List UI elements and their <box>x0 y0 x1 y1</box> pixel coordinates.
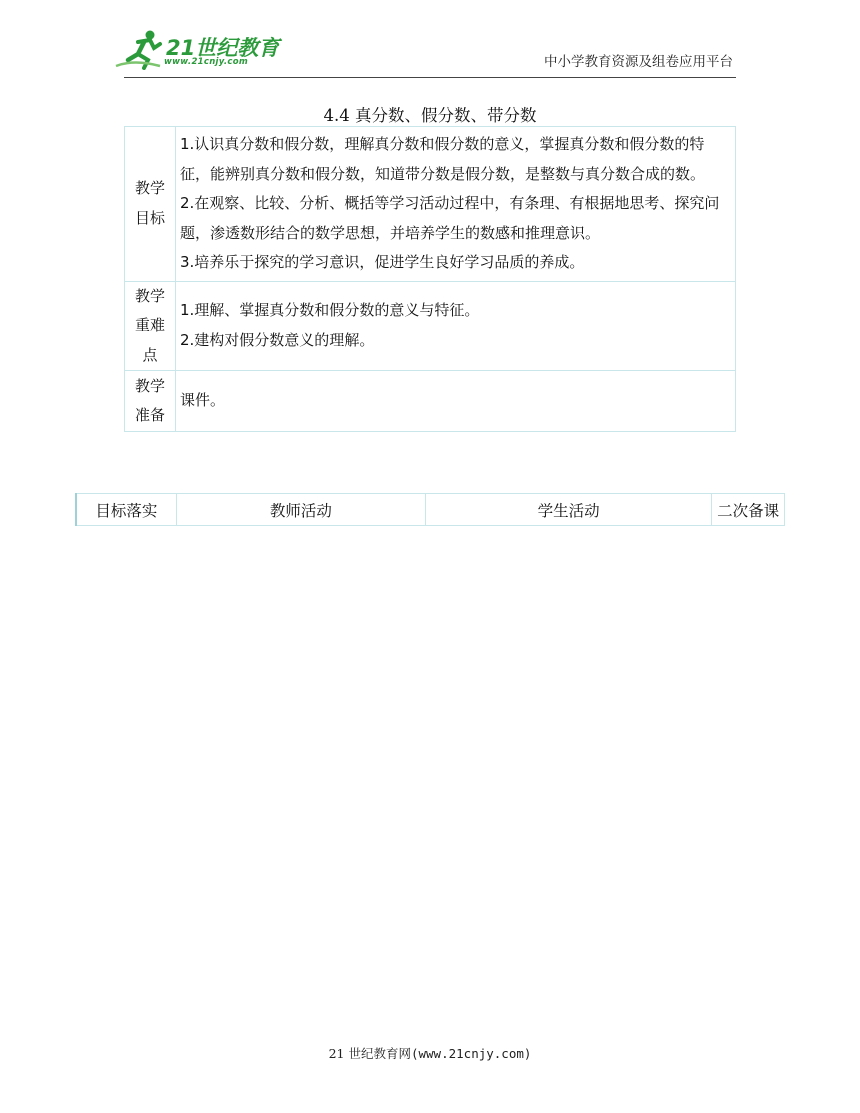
logo-url: www.21cnjy.com <box>164 57 248 67</box>
key-point-item: 1.理解、掌握真分数和假分数的意义与特征。 <box>180 301 480 320</box>
lesson-plan-table <box>75 493 785 526</box>
goals-label: 教学 目标 <box>125 127 176 282</box>
col-second-prep: 二次备课 <box>712 494 785 526</box>
key-points-label: 教学 重难 点 <box>125 281 176 371</box>
prep-row <box>125 371 736 432</box>
key-point-item: 2.建构对假分数意义的理解。 <box>180 330 375 349</box>
page-footer <box>0 1044 860 1062</box>
goals-content <box>176 127 736 282</box>
prep-item: 课件。 <box>180 391 226 410</box>
platform-tagline: 中小学教育资源及组卷应用平台 <box>544 54 733 70</box>
key-points-row <box>125 281 736 371</box>
goal-item: 3.培养乐于探究的学习意识，促进学生良好学习品质的养成。 <box>180 253 585 271</box>
plan-header-row <box>76 494 785 526</box>
logo-text: 21世纪教育 <box>166 36 280 60</box>
runner-logo-icon <box>114 26 164 70</box>
page-title: 4.4 真分数、假分数、带分数 <box>323 106 537 125</box>
col-teacher-activity: 教师活动 <box>176 494 425 526</box>
goal-item: 1.认识真分数和假分数，理解真分数和假分数的意义，掌握真分数和假分数的特征，能辨别真分数和假分数，知道带分数是假分数，是整数与真分数合成的数。 <box>180 135 706 183</box>
key-points-content <box>176 281 736 371</box>
footer-site-url: (www.21cnjy.com) <box>410 1046 532 1061</box>
goal-item: 2.在观察、比较、分析、概括等学习活动过程中，有条理、有根据地思考、探究问题，渗透数形结合的数学思想，并培养学生的数感和推理意识。 <box>180 194 720 242</box>
footer-site-name: 21 世纪教育网 <box>328 1046 411 1061</box>
goals-row <box>125 127 736 282</box>
col-student-activity: 学生活动 <box>426 494 712 526</box>
lesson-info-table <box>124 126 736 432</box>
prep-content <box>176 371 736 432</box>
prep-label: 教学 准备 <box>125 371 176 432</box>
col-goal-implementation: 目标落实 <box>76 494 176 526</box>
header-divider <box>124 77 736 78</box>
logo <box>114 26 289 72</box>
